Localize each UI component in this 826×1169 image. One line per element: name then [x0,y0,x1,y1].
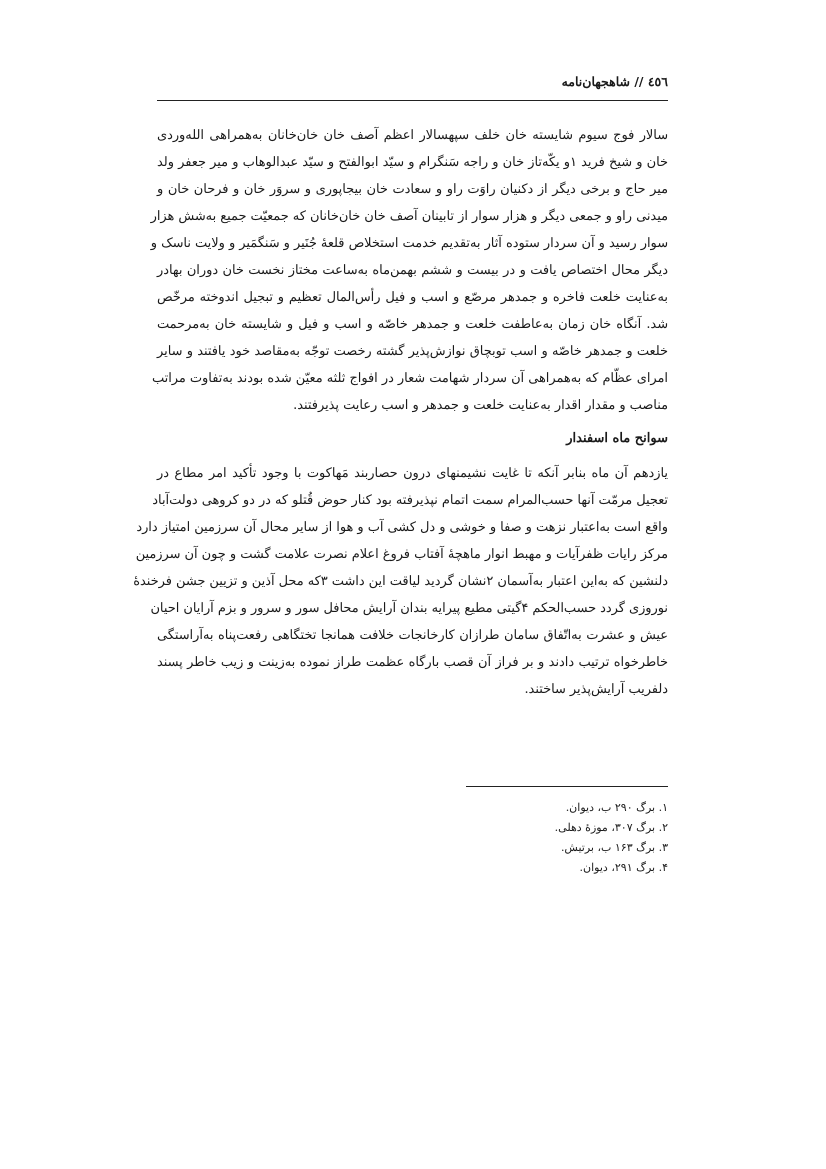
section-title: سوانح ماه اسفندار [566,431,668,446]
paragraph-line: میدنی راو و جمعی دیگر و هزار سوار از تابینان آصف خان خان‌خانان که جمعیّت جمیع به‌شش هزار [150,209,668,224]
paragraph-line: دلفریب آرایش‌پذیر ساختند. [524,682,668,697]
footnote: ۱. برگ ۲۹۰ ب، دیوان. [565,801,668,814]
header-rule [157,100,668,101]
paragraph-line: عیش و عشرت به‌اتّفاق سامان طرازان کارخانجات خلافت همانجا تختگاهی رفعت‌پناه به‌آراستگی [157,628,668,643]
footnote: ۲. برگ ۳۰۷، موزهٔ دهلی. [554,821,668,834]
footnote: ۳. برگ ۱۶۳ ب، برتیش. [560,841,668,854]
paragraph-line: میر حاج و برخی دیگر از دکنیان راوَت راو و سعادت خان بیجاپوری و سروَر خان و فرحان خان و [157,182,668,197]
page-number: ٤٥٦ [647,74,668,89]
paragraph-line: خلعت و جمدهر خاصّه و اسب توبچاق نوازش‌پذیر گشته رخصت توجّه به‌مقاصد خود یافتند و سایر [157,344,668,359]
footnote-rule [466,786,668,787]
paragraph-line: واقع است به‌اعتبار نزهت و صفا و خوشی و دل کشی آب و هوا از سایر محال آن سرزمین امتیاز دارد [136,520,668,535]
running-header [157,74,668,96]
paragraph-line: دلنشین که به‌این اعتبار به‌آسمان ۲نشان گردید لیاقت این داشت ۳که محل آذین و تزیین جشن فرخندهٔ [133,574,668,589]
paragraph-line: شد. آنگاه خان زمان به‌عاطفت خلعت و جمدهر خاصّه و اسب و فیل و شایسته خان به‌مرحمت [157,317,668,332]
paragraph-line: امرای عظّام که به‌همراهی آن سردار شهامت شعار در افواج ثلثه معیّن شده بودند به‌تفاوت مراتب [151,371,668,386]
book-title: شاهجهان‌نامه [561,74,630,89]
paragraph-line: مرکز رایات ظفرآیات و مهبط انوار ماهچهٔ آفتاب فروغ اعلام نصرت علامت گشت و چون آن سرزمین [135,547,668,562]
paragraph-line: خاطرخواه ترتیب دادند و بر فراز آن قصب بارگاه عظمت طراز نموده به‌زینت و زیب خاطر پسند [157,655,668,670]
paragraph-line: خان و شیخ فرید ۱و یکّه‌تاز خان و راجه سَنگرام و سیّد ابوالفتح و سیّد عبدالوهاب و میر جعفر ولد [157,155,668,170]
paragraph-line: نوروزی گردد حسب‌الحکم ۴گیتی مطیع پیرایه بندان آرایش محافل سور و سرور و بزم آرایان احیان [150,601,668,616]
paragraph-line: یازدهم آن ماه بنابر آنکه تا غایت نشیمنهای درون حصاربند مَهاکوت با وجود تأکید امر مطاع در [157,466,668,481]
paragraph-line: مناصب و مقدار اقدار به‌عنایت خلعت و جمدهر و اسب رعایت پذیرفتند. [293,398,668,413]
paragraph-line: سوار رسید و آن سردار ستوده آثار به‌تقدیم خدمت استخلاص قلعهٔ جُنَیر و سَنگمَیر و ولایت ناسک و [150,236,668,251]
footnote: ۴. برگ ۲۹۱، دیوان. [579,861,668,874]
paragraph-line: تعجیل مرمّت آنها حسب‌المرام سمت اتمام نپذیرفته بود کنار حوض قُتلو که در دو کروهی دولت‌آباد [152,493,668,508]
paragraph-line: دیگر محال اختصاص یافت و در بیست و ششم بهمن‌ماه به‌ساعت مختاز نخست خان دوران بهادر [157,263,668,278]
header-separator: // [634,74,644,89]
paragraph-line: سالار فوج سیوم شایسته خان خلف سپهسالار اعظم آصف خان خان‌خانان به‌همراهی الله‌وردی [157,128,668,143]
paragraph-line: به‌عنایت خلعت فاخره و جمدهر مرصّع و اسب و فیل رأس‌المال تعظیم و تبجیل اندوخته مرخّص [157,290,668,305]
